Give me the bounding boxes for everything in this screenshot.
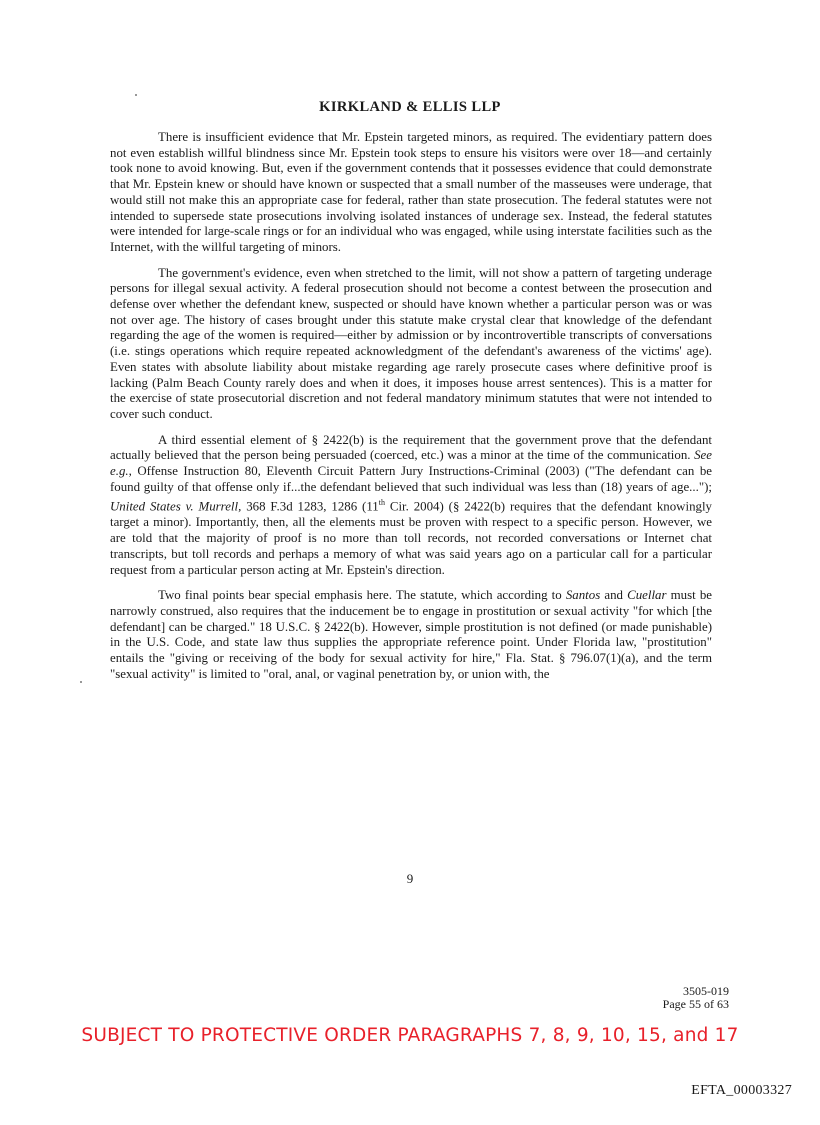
document-body (110, 130, 712, 693)
bates-id: 3505-019 (683, 984, 729, 998)
page-of-count: Page 55 of 63 (662, 997, 729, 1011)
italic-text: United States v. Murrell, (110, 499, 242, 514)
paragraph-text: A third essential element of § 2422(b) is the requirement that the government prove that the defendant actually believed that the person being persuaded (coerced, etc.) was a minor at the time of the communication. (110, 432, 712, 463)
paragraph-text: , Offense Instruction 80, Eleventh Circuit Pattern Jury Instructions-Criminal (2003) ("The defendant can be found guilty of that offense only if...the defendant believed that such individual was less than (18) years of age..."); (110, 464, 712, 494)
body-paragraph (110, 266, 712, 423)
superscript-text: th (378, 498, 385, 508)
paragraph-text: Cir. 2004) (§ 2422(b) requires that the defendant knowingly target a minor). Importantly, then, all the elements must be proven with respect to a specific person. However, we are told that the majority of proof is no more than toll records, not recorded conversations or Internet chat transcripts, but toll records and perhaps a memory of what was said years ago on a particular call for a particular request from a particular person acting at Mr. Epstein's direction. (110, 499, 712, 577)
scan-speck (135, 94, 137, 96)
body-paragraph (110, 130, 712, 256)
italic-text: See e.g. (110, 448, 712, 479)
paragraph-text: There is insufficient evidence that Mr. Epstein targeted minors, as required. The evidentiary pattern does not even establish willful blindness since Mr. Epstein took steps to ensure his visitors were over 18—and certainly took none to avoid knowing. But, even if the government contends that it possesses evidence that could demonstrate that Mr. Epstein knew or should have known or suspected that a small number of the masseuses were underage, that would still not make this an appropriate case for federal, rather than state prosecution. The federal statutes were not intended to supersede state prosecutions involving isolated instances of underage sex. Instead, the federal statutes were intended for large-scale rings or for an individual who was engaged, while using interstate facilities such as the Internet, with the willful targeting of minors. (110, 130, 712, 254)
italic-text: Santos (565, 588, 601, 603)
page-number: 9 (406, 871, 414, 886)
scan-speck (80, 681, 82, 683)
efta-id: EFTA_00003327 (691, 1083, 792, 1098)
body-paragraph (110, 588, 712, 682)
body-paragraph (110, 433, 712, 579)
bates-stamp (663, 985, 729, 1011)
paragraph-text: Two final points bear special emphasis here. The statute, which according to (158, 588, 566, 603)
letterhead: KIRKLAND & ELLIS LLP (319, 99, 501, 115)
paragraph-text: The government's evidence, even when stretched to the limit, will not show a pattern of targeting underage persons for illegal sexual activity. A federal prosecution should not become a contest between the prosecution and defense over whether the defendant knew, suspected or should have known whether a particular person was or was not over age. The history of cases brought under this statute make crystal clear that knowledge of the defendant regarding the age of the women is required—either by admission or by incontrovertible transcripts of conversations (i.e. stings operations which require repeated acknowledgment of the defendant's awareness of the victims' age). Even states with absolute liability about mistake regarding age rarely prosecute cases where definitive proof is lacking (Palm Beach County rarely does and when it does, it imposes house arrest sentences). This is a matter for the exercise of state prosecutorial discretion and not federal mandatory minimum statutes that were not intended to cover such conduct. (110, 265, 712, 421)
paragraph-text: must be narrowly construed, also requires that the inducement be to engage in prostitution or sexual activity "for which [the defendant] can be charged." 18 U.S.C. § 2422(b). However, simple prostitution is not defined (or made punishable) in the U.S. Code, and state law thus supplies the appropriate reference point. Under Florida law, "prostitution" entails the "giving or receiving of the body for sexual activity for hire," Fla. Stat. § 796.07(1)(a), and the term "sexual activity" is limited to "oral, anal, or vaginal penetration by, or union with, the (110, 588, 713, 681)
paragraph-text: and (600, 588, 628, 603)
paragraph-text: 368 F.3d 1283, 1286 (11 (241, 499, 379, 514)
italic-text: Cuellar (627, 588, 667, 603)
protective-order-notice: SUBJECT TO PROTECTIVE ORDER PARAGRAPHS 7, 8, 9, 10, 15, and 17 (81, 1025, 739, 1046)
